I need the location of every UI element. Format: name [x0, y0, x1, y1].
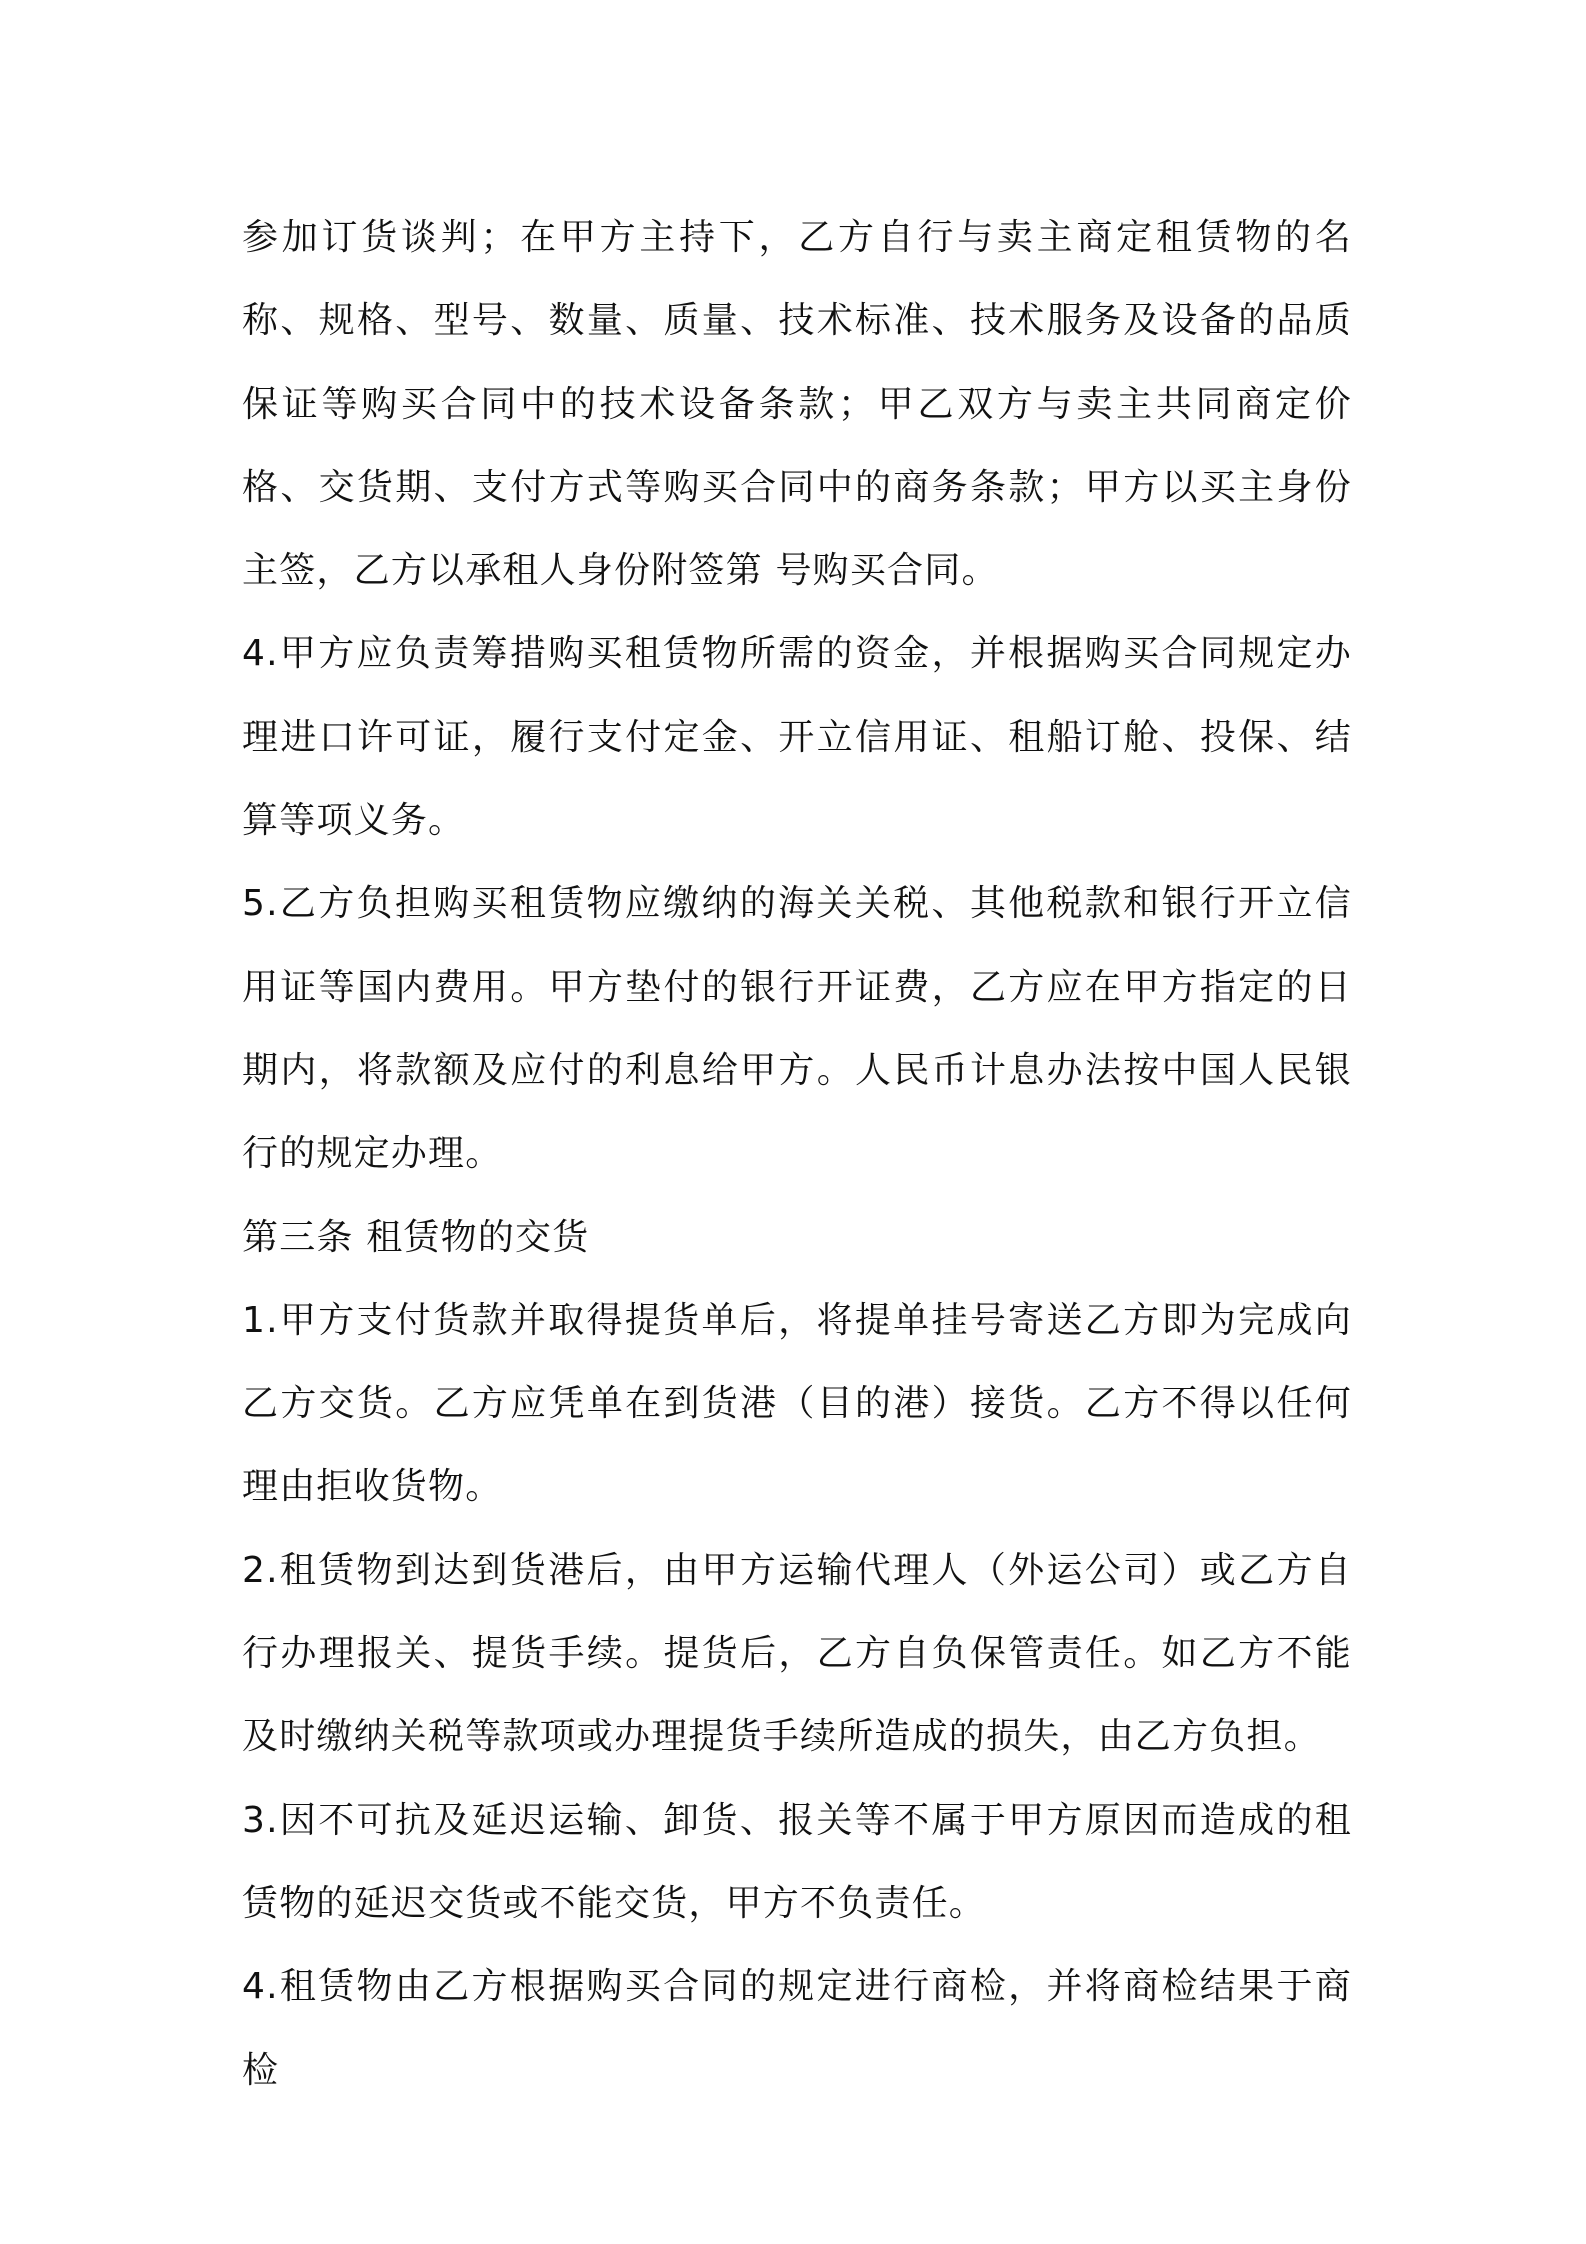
paragraph-ordering-negotiation: 参加订货谈判；在甲方主持下，乙方自行与卖主商定租赁物的名称、规格、型号、数量、质量、技术标准、技术服务及设备的品质保证等购买合同中的技术设备条款；甲乙双方与卖主共同商定价格、交货期、支付方式等购买合同中的商务条款；甲方以买主身份主签，乙方以承租人身份附签第 号购买合同。 [242, 217, 1352, 592]
paragraph-clause-2-4-funding: 4.甲方应负责筹措购买租赁物所需的资金，并根据购买合同规定办理进口许可证，履行支付定金、开立信用证、租船订舱、投保、结算等项义务。 [242, 633, 1352, 842]
paragraph-clause-3-1-delivery: 1.甲方支付货款并取得提货单后，将提单挂号寄送乙方即为完成向乙方交货。乙方应凭单在到货港（目的港）接货。乙方不得以任何理由拒收货物。 [242, 1299, 1352, 1508]
paragraph-clause-3-2-customs: 2.租赁物到达到货港后，由甲方运输代理人（外运公司）或乙方自行办理报关、提货手续。提货后，乙方自负保管责任。如乙方不能及时缴纳关税等款项或办理提货手续所造成的损失，由乙方负担。 [242, 1549, 1352, 1758]
document-body [242, 196, 1352, 2112]
paragraph-clause-3-3-force-majeure: 3.因不可抗及延迟运输、卸货、报关等不属于甲方原因而造成的租赁物的延迟交货或不能交货，甲方不负责任。 [242, 1799, 1352, 1924]
paragraph-clause-3-4-inspection: 4.租赁物由乙方根据购买合同的规定进行商检，并将商检结果于商检 [242, 1966, 1352, 2091]
paragraph-clause-2-5-fees: 5.乙方负担购买租赁物应缴纳的海关关税、其他税款和银行开立信用证等国内费用。甲方垫付的银行开证费，乙方应在甲方指定的日期内，将款额及应付的利息给甲方。人民币计息办法按中国人民银行的规定办理。 [242, 883, 1352, 1175]
section-heading-article-3: 第三条 租赁物的交货 [242, 1216, 590, 1258]
